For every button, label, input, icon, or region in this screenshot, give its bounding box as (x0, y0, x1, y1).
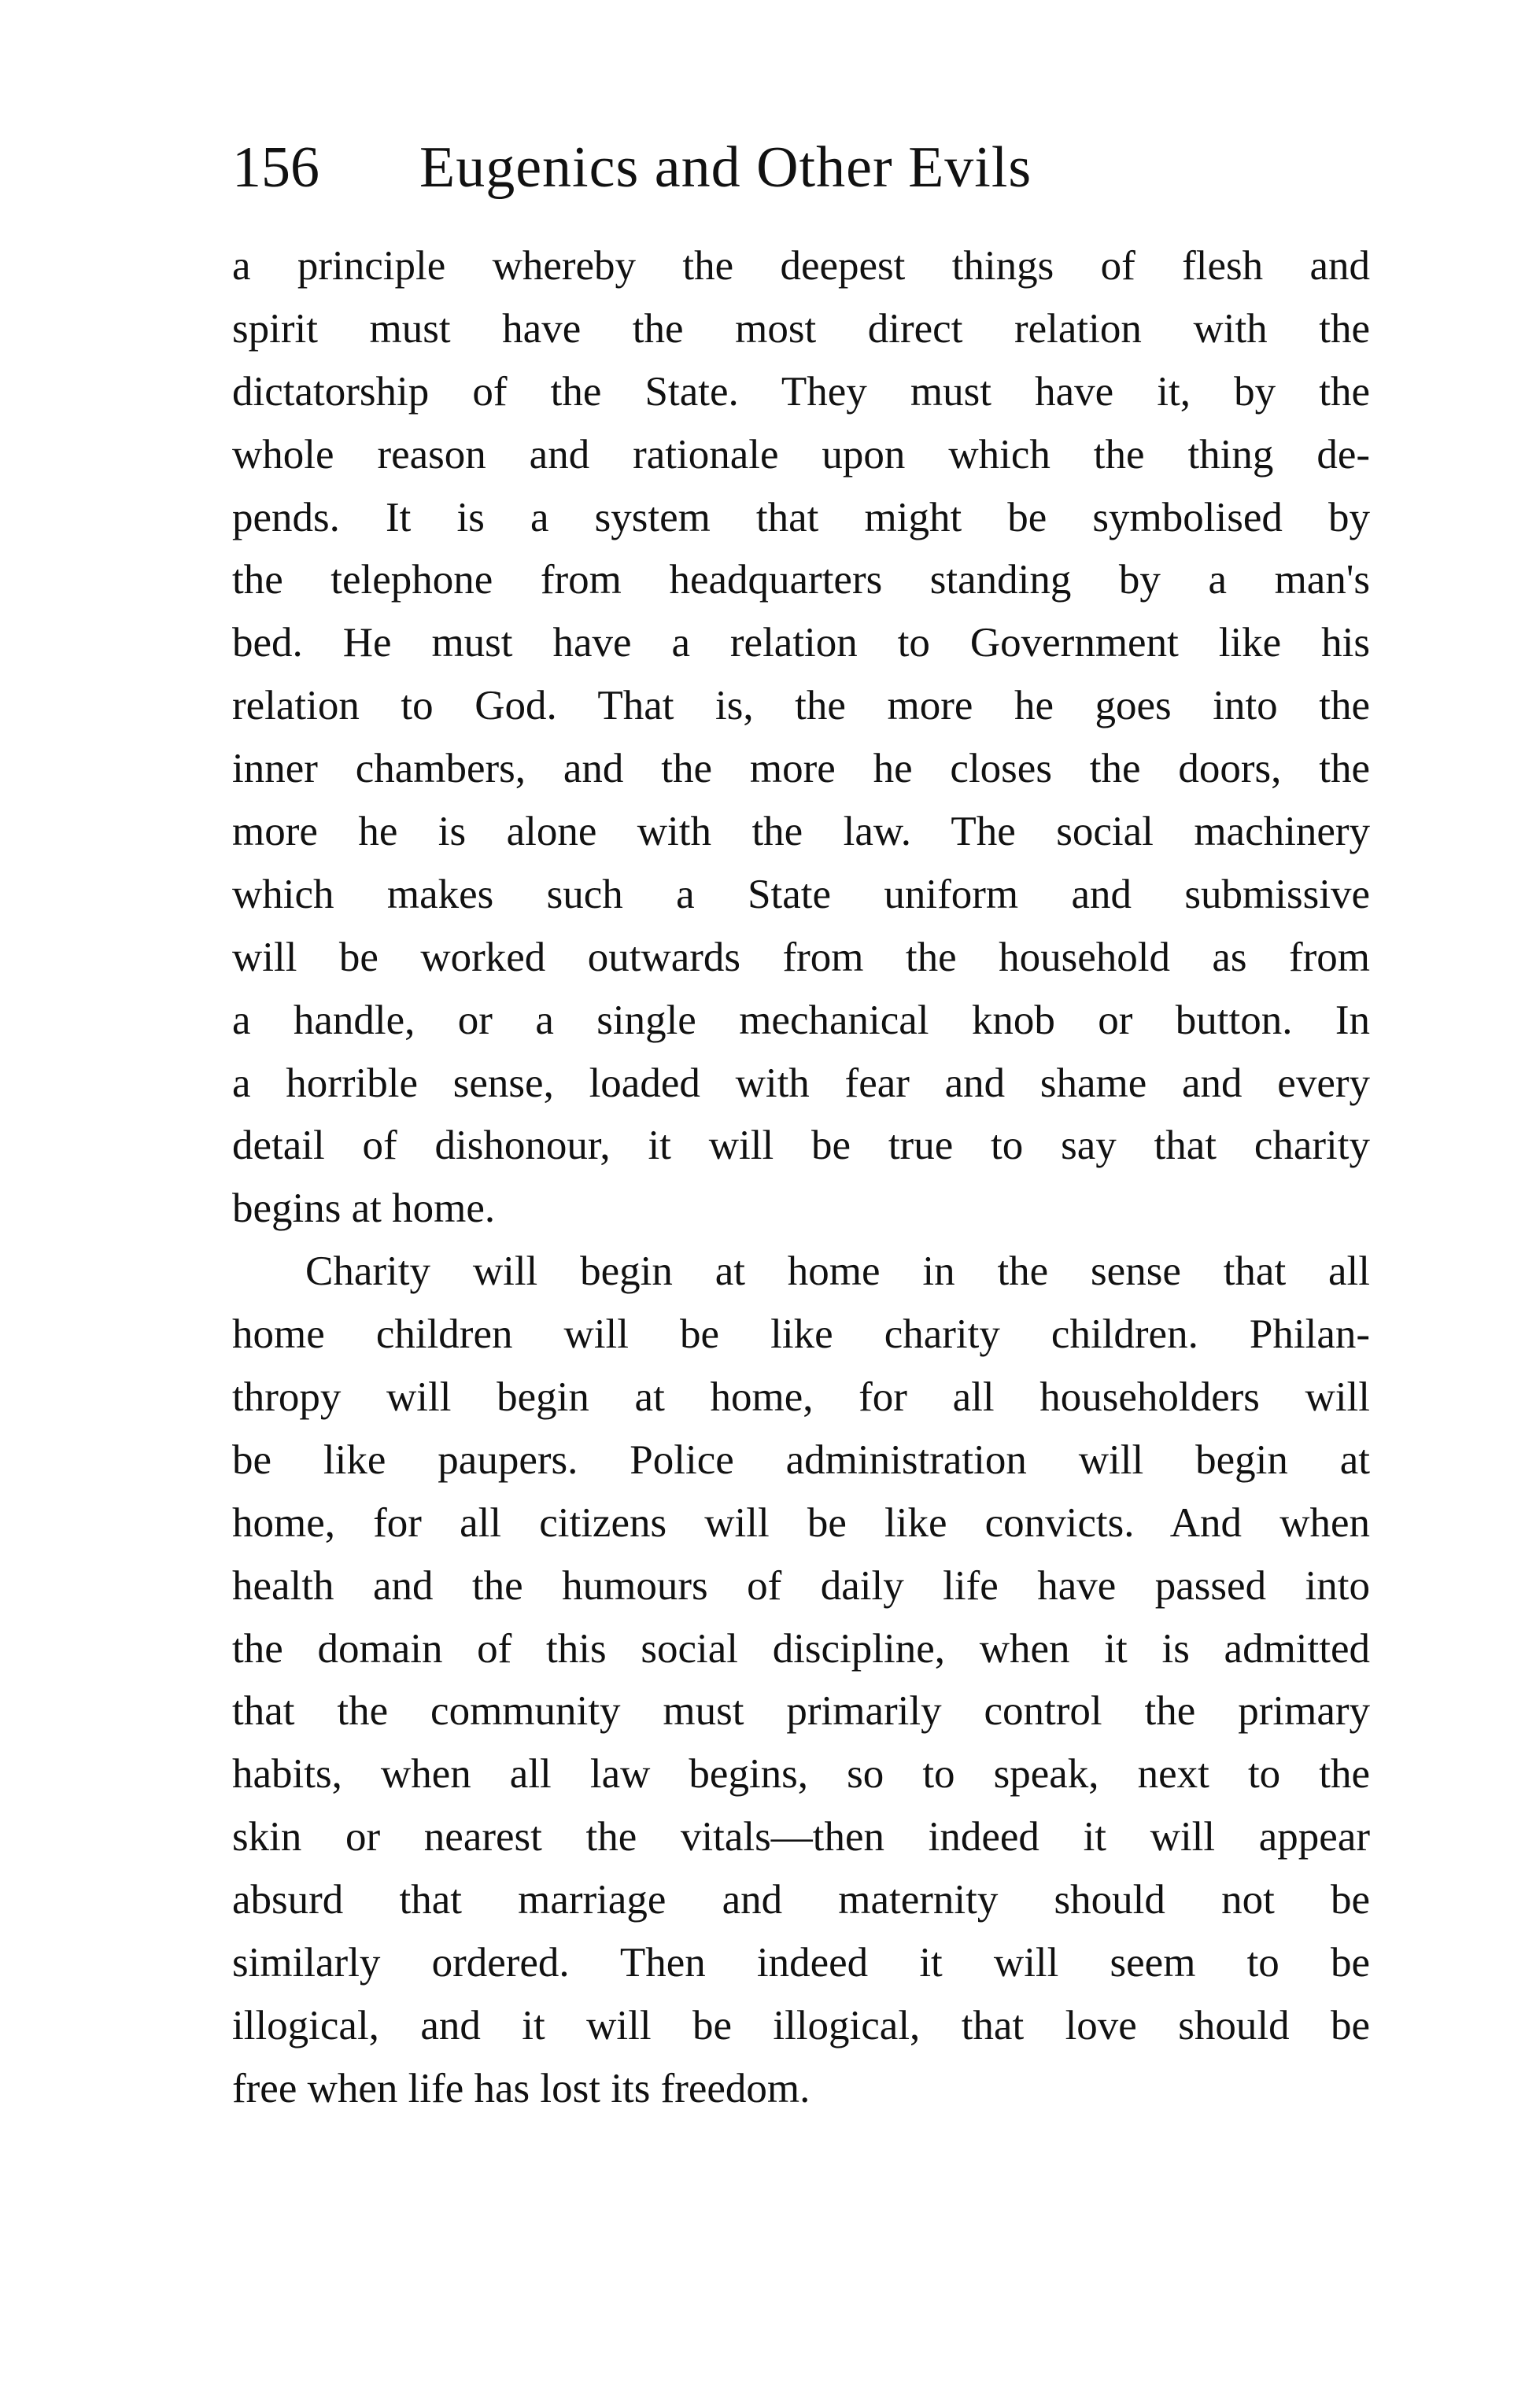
text-line: home children will be like charity children. Philan- (232, 1311, 1370, 1358)
text-line: similarly ordered. Then indeed it will seem to be (232, 1940, 1370, 1986)
text-line: illogical, and it will be illogical, that love should be (232, 2002, 1370, 2048)
page-body (232, 235, 1370, 2121)
text-line: begins at home. (232, 1186, 496, 1232)
text-line: the telephone from headquarters standing by a man's (232, 557, 1370, 603)
running-header (232, 132, 1373, 203)
text-line: a handle, or a single mechanical knob or button. In (232, 997, 1370, 1043)
running-title: Eugenics and Other Evils (419, 135, 1032, 200)
text-line: health and the humours of daily life have passed into (232, 1562, 1370, 1609)
text-line: pends. It is a system that might be symbolised by (232, 494, 1370, 540)
text-line: thropy will begin at home, for all householders will (232, 1374, 1370, 1421)
text-line: a horrible sense, loaded with fear and shame and every (232, 1060, 1370, 1106)
text-line: inner chambers, and the more he closes the doors, the (232, 746, 1370, 792)
text-line: relation to God. That is, the more he goes into the (232, 683, 1370, 729)
text-line: whole reason and rationale upon which the thing de- (232, 431, 1370, 478)
text-line: spirit must have the most direct relation with the (232, 305, 1370, 352)
text-line: absurd that marriage and maternity should not be (232, 1877, 1370, 1923)
text-line: will be worked outwards from the household as from (232, 934, 1370, 980)
text-line: a principle whereby the deepest things of flesh and (232, 243, 1370, 289)
text-line: free when life has lost its freedom. (232, 2065, 811, 2111)
text-line: home, for all citizens will be like convicts. And when (232, 1499, 1370, 1546)
text-line: habits, when all law begins, so to speak, next to the (232, 1751, 1370, 1798)
paragraph (232, 235, 1370, 1241)
text-line: detail of dishonour, it will be true to say that charity (232, 1123, 1370, 1169)
text-line: more he is alone with the law. The social machinery (232, 809, 1370, 855)
text-line: Charity will begin at home in the sense that all (305, 1248, 1370, 1295)
page-number: 156 (232, 135, 319, 200)
text-line: which makes such a State uniform and submissive (232, 871, 1370, 917)
text-line: be like paupers. Police administration will begin at (232, 1436, 1370, 1483)
paragraph (232, 1241, 1370, 2120)
text-line: that the community must primarily control the primary (232, 1688, 1370, 1735)
text-line: the domain of this social discipline, when it is admitted (232, 1625, 1370, 1672)
text-line: skin or nearest the vitals—then indeed it will appear (232, 1814, 1370, 1860)
text-line: bed. He must have a relation to Government like his (232, 620, 1370, 666)
text-line: dictatorship of the State. They must have it, by the (232, 368, 1370, 415)
